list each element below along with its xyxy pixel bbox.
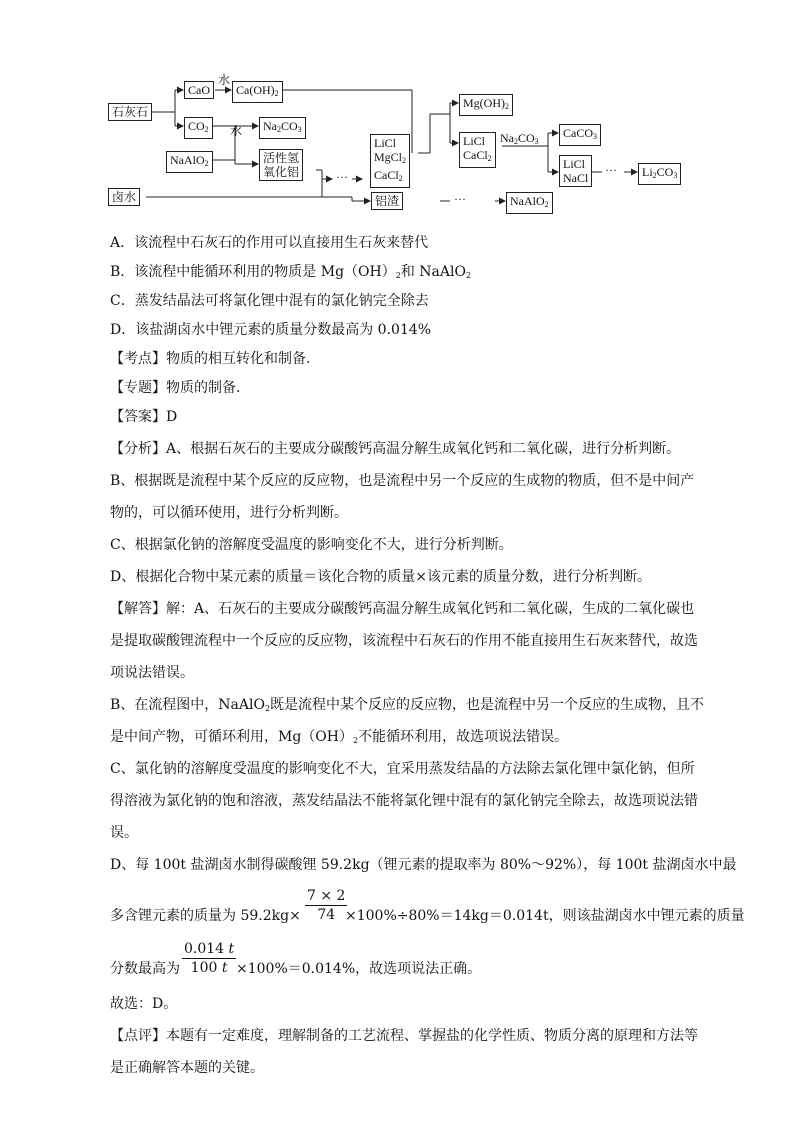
aluminum-slag-box: 铝渣 <box>371 192 403 210</box>
solution-c-line2: 得溶液为氯化钠的饱和溶液，蒸发结晶法不能将氯化锂中混有的氯化钠完全除去，故选项说法错 <box>110 793 698 809</box>
dots-1: ··· <box>336 170 348 184</box>
solution-b-line2: 是中间产物，可循环利用，$Mg(OH)_2$不能循环利用，故选项说法错误。 <box>110 729 569 745</box>
cao-box: CaO <box>184 81 214 99</box>
dots-2: ··· <box>605 163 617 177</box>
comment-line1: 【点评】本题有一定难度，理解制备的工艺流程、掌握盐的化学性质、物质分离的原理和方法等 <box>110 1028 698 1044</box>
solution-d-line1: D、每 100t 盐湖卤水制得碳酸锂 59.2kg（锂元素的提取率为 80%～92%），每 100t 盐湖卤水中最 <box>110 857 737 873</box>
licl-nacl-box: LiCl NaCl <box>559 155 592 187</box>
option-d: D．该盐湖卤水中锂元素的质量分数最高为 0.014% <box>110 322 432 338</box>
na2co3-reagent-label: $Na_2CO_3$ <box>500 131 539 146</box>
test-point: 【考点】物质的相互转化和制备. <box>110 351 311 367</box>
activated-alumina-box: 活性氢 氧化铝 <box>259 149 303 181</box>
analysis-d: D、根据化合物中某元素的质量＝该化合物的质量×该元素的质量分数，进行分析判断。 <box>110 569 651 585</box>
topic: 【专题】物质的制备. <box>110 380 241 396</box>
fraction-0014t-over-100t: $\frac{0.014 t}{100 t}$ <box>184 941 235 976</box>
caoh2-box: $Ca(OH)_2$ <box>232 81 283 103</box>
analysis-b-line1: B、根据既是流程中某个反应的反应物，也是流程中另一个反应的生成物的物质，但不是中间产 <box>110 473 695 489</box>
option-b: B．该流程中能循环利用的物质是 $Mg(OH)_2$和 NaAlO$_2$ <box>110 264 472 280</box>
final-choice: 故选：D。 <box>110 996 178 1012</box>
solution-c-line1: C、氯化钠的溶解度受温度的影响变化不大，宜采用蒸发结晶的方法除去氯化锂中氯化钠，但所 <box>110 761 695 777</box>
option-c: C．蒸发结晶法可将氯化锂中混有的氯化钠完全除去 <box>110 293 429 309</box>
analysis-c: C、根据氯化钠的溶解度受温度的影响变化不大，进行分析判断。 <box>110 537 513 553</box>
caco3-box: CaCO$_3$ <box>559 124 601 146</box>
answer: 【答案】D <box>110 409 178 425</box>
water-label-2: 水 <box>230 124 243 138</box>
water-label-1: 水 <box>218 73 231 87</box>
fraction-7x2-over-74: $\frac{7 \times 2}{74}$ <box>307 888 346 923</box>
mixture-box: LiCl MgCl$_2$ CaCl$_2$ <box>370 134 410 188</box>
co2-box: $CO_2$ <box>184 117 213 139</box>
solution-c-line3: 误。 <box>110 825 138 841</box>
brine-box: 卤水 <box>108 188 140 206</box>
licl-cacl2-box: LiCl CaCl$_2$ <box>459 132 496 168</box>
solution-d-line3-pre: 分数最高为 <box>110 961 180 977</box>
analysis-b-line2: 物的，可以循环使用，进行分析判断。 <box>110 505 348 521</box>
dots-3: ··· <box>454 192 466 206</box>
solution-d-line3-post: ×100%＝0.014%，故选项说法正确。 <box>236 961 482 977</box>
solution-a-line1: 【解答】解：A、石灰石的主要成分碳酸钙高温分解生成氧化钙和二氧化碳，生成的二氧化碳也 <box>110 601 695 617</box>
limestone-box: 石灰石 <box>108 103 152 121</box>
comment-line2: 是正确解答本题的关键。 <box>110 1060 264 1076</box>
option-a: A．该流程中石灰石的作用可以直接用生石灰来替代 <box>110 235 429 251</box>
naalo2-input-box: NaAlO$_2$ <box>166 151 213 173</box>
solution-a-line3: 项说法错误。 <box>110 665 194 681</box>
solution-d-line2-post: ×100%÷80%＝14kg＝0.014t，则该盐湖卤水中锂元素的质量 <box>345 908 745 924</box>
naalo2-output-box: NaAlO$_2$ <box>506 192 553 214</box>
analysis-a: 【分析】A、根据石灰石的主要成分碳酸钙高温分解生成氧化钙和二氧化碳，进行分析判断。 <box>110 441 681 457</box>
solution-d-line2-pre: 多含锂元素的质量为 59.2kg× <box>110 908 301 924</box>
mgoh2-box: $Mg(OH)_2$ <box>459 94 513 116</box>
solution-b-line1: B、在流程图中，NaAlO$_2$既是流程中某个反应的反应物，也是流程中另一个反应的生成物，且不 <box>110 697 705 713</box>
solution-a-line2: 是提取碳酸锂流程中一个反应的反应物，该流程中石灰石的作用不能直接用生石灰来替代，故选 <box>110 633 698 649</box>
process-flowchart <box>100 70 720 220</box>
li2co3-box: $Li_2CO_3$ <box>638 163 681 185</box>
na2co3-top-box: $Na_2CO_3$ <box>259 117 306 139</box>
